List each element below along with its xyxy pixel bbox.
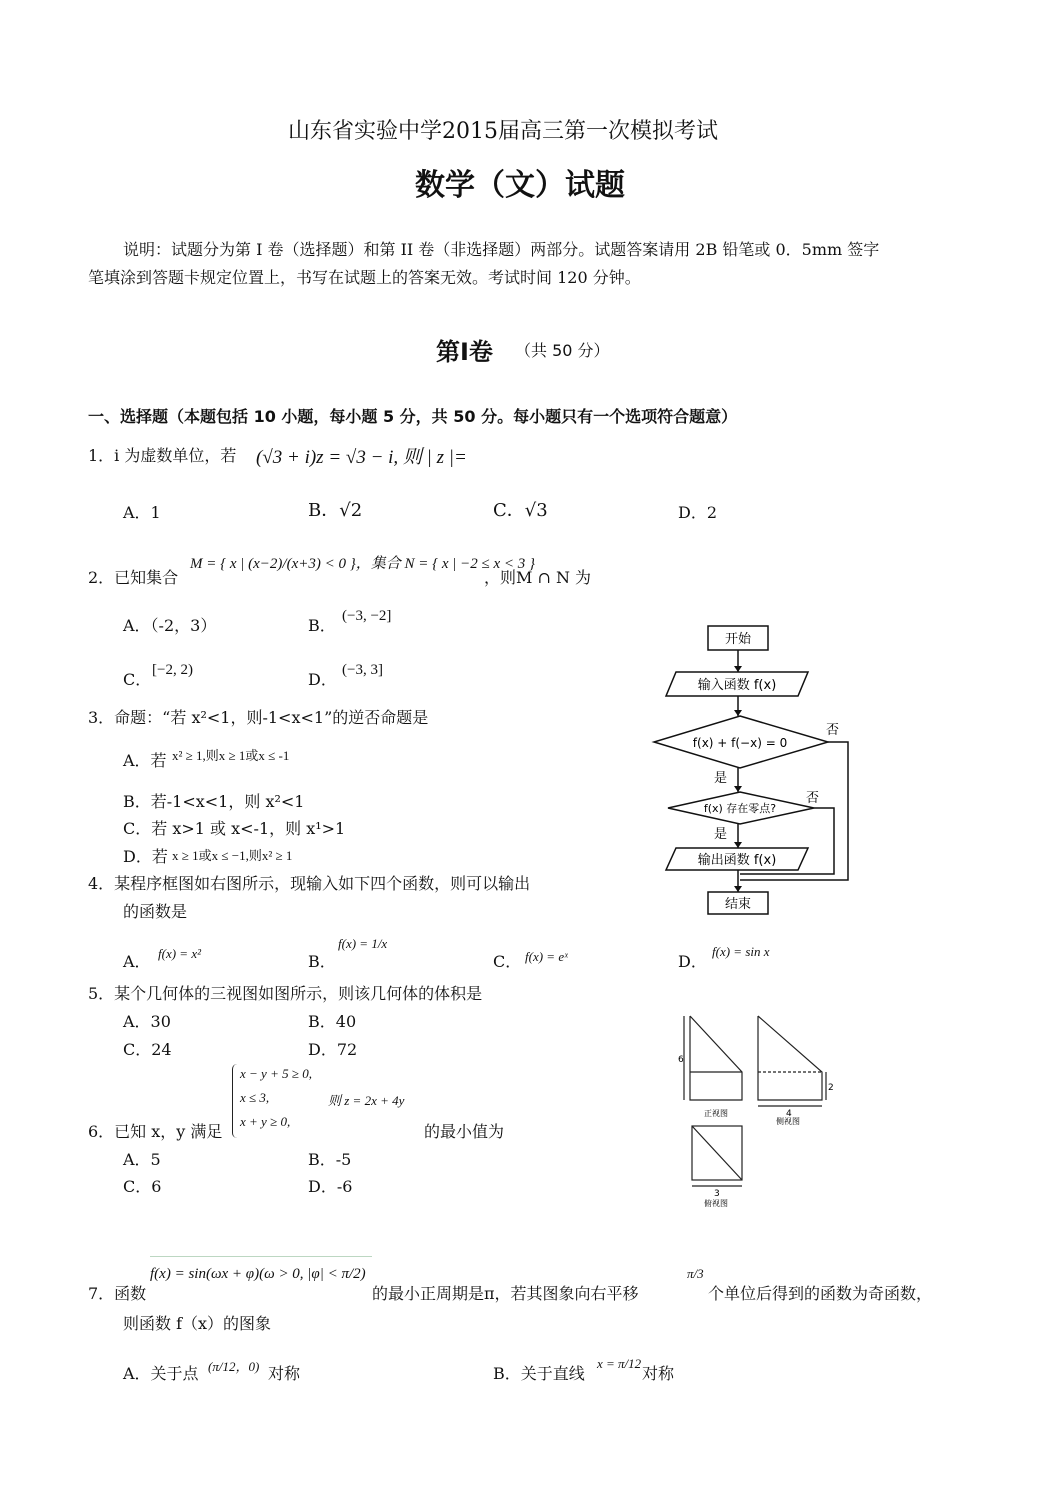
q3-option-d: D．若 — [123, 847, 168, 866]
q7-option-b: B．关于直线 — [493, 1364, 585, 1383]
q7-option-a-tail: 对称 — [268, 1364, 301, 1383]
q2-stem: 2．已知集合 — [88, 568, 179, 587]
dim-4: 4 — [786, 1109, 792, 1119]
q6-option-d: D．-6 — [308, 1177, 353, 1196]
q1-stem: 1．i 为虚数单位，若 — [88, 446, 237, 465]
q3-stem: 3．命题：“若 x²<1，则-1<x<1”的逆否命题是 — [88, 708, 429, 727]
q2-option-a: A．（-2，3） — [123, 616, 217, 635]
q5-option-b: B．40 — [308, 1012, 357, 1031]
flowchart-cond2-label: f(x) 存在零点? — [703, 802, 777, 815]
q7-option-a: A．关于点 — [123, 1364, 199, 1383]
q2-sets: M = { x | (x−2)/(x+3) < 0 }，集合 N = { x | −2 ≤ x < 3 } — [190, 556, 536, 572]
q5-option-a: A．30 — [123, 1012, 171, 1031]
q6-condition-1: x − y + 5 ≥ 0, — [240, 1066, 312, 1081]
flowchart — [648, 622, 858, 918]
section-score: （共 50 分） — [515, 341, 610, 360]
q1-option-b: B．√2 — [308, 500, 363, 521]
q2-option-b-value: (−3, −2] — [342, 608, 392, 624]
q4-option-a-value: f(x) = x² — [158, 946, 201, 961]
q1-option-d: D．2 — [678, 503, 718, 522]
flowchart-no-2: 否 — [806, 791, 820, 806]
q3-option-c: C．若 x>1 或 x<-1，则 x¹>1 — [123, 819, 346, 838]
q3-option-a: A．若 — [123, 751, 167, 770]
q7-option-b-value: x = π/12 — [597, 1356, 642, 1371]
q1-option-a: A．1 — [123, 503, 161, 522]
q4-option-c-value: f(x) = eˣ — [525, 949, 568, 964]
flowchart-cond1-label: f(x) + f(−x) = 0 — [692, 736, 788, 750]
q4-option-d: D． — [678, 952, 707, 971]
q2-option-d-value: (−3, 3] — [342, 662, 383, 678]
q2-option-b: B． — [308, 616, 336, 635]
flowchart-input-label: 输入函数 f(x) — [697, 678, 777, 693]
q4-stem-line-2: 的函数是 — [123, 902, 188, 921]
q5-option-d: D．72 — [308, 1040, 358, 1059]
q2-option-d: D． — [308, 670, 337, 689]
instructions-line-2: 笔填涂到答题卡规定位置上，书写在试题上的答案无效。考试时间 120 分钟。 — [88, 268, 641, 287]
q7-option-a-value: (π/12，0) — [208, 1359, 260, 1374]
top-view-label: 俯视图 — [704, 1199, 728, 1208]
exam-title: 山东省实验中学2015届高三第一次模拟考试 — [288, 119, 718, 144]
q6-option-a: A．5 — [123, 1150, 161, 1169]
q4-option-b: B． — [308, 952, 336, 971]
q6-condition-2: x ≤ 3, — [240, 1090, 270, 1105]
front-view — [690, 1016, 742, 1100]
q7-line-2: 则函数 f（x）的图象 — [123, 1314, 272, 1333]
q5-stem: 5．某个几何体的三视图如图所示，则该几何体的体积是 — [88, 984, 483, 1003]
instructions-line-1: 说明：试题分为第 I 卷（选择题）和第 II 卷（非选择题）两部分。试题答案请用 2B 铅笔或 0．5mm 签字 — [123, 240, 880, 259]
flowchart-yes-1: 是 — [714, 771, 728, 786]
flowchart-yes-2: 是 — [714, 827, 728, 842]
dim-3: 3 — [714, 1189, 720, 1199]
q6-brace — [232, 1064, 237, 1138]
flowchart-start-label: 开始 — [724, 632, 752, 647]
q6-stem: 6．已知 x，y 满足 — [88, 1122, 223, 1141]
q7-formula: f(x) = sin(ωx + φ)(ω > 0, |φ| < π/2) — [150, 1266, 366, 1282]
q2-option-c-value: [−2, 2) — [152, 662, 193, 678]
flowchart-no-1: 否 — [826, 723, 840, 738]
front-view-label: 正视图 — [704, 1109, 728, 1118]
flowchart-output-label: 输出函数 f(x) — [697, 853, 777, 868]
q4-option-a: A． — [123, 952, 151, 971]
q1-option-c: C．√3 — [493, 500, 548, 521]
three-view-figure — [676, 1010, 836, 1210]
subject-title: 数学（文）试题 — [415, 168, 625, 203]
q6-option-c: C．6 — [123, 1177, 162, 1196]
part-heading: 一、选择题（本题包括 10 小题，每小题 5 分，共 50 分。每小题只有一个选项符合题意） — [88, 407, 738, 426]
q4-option-c: C． — [493, 952, 522, 971]
q4-stem-line-1: 4．某程序框图如右图所示，现输入如下四个函数，则可以输出 — [88, 874, 531, 893]
side-view — [758, 1016, 822, 1100]
side-view-label: 侧视图 — [776, 1117, 800, 1126]
dim-6: 6 — [678, 1055, 684, 1065]
q7-middle: 的最小正周期是π，若其图象向右平移 — [372, 1284, 639, 1303]
q2-option-c: C． — [123, 670, 152, 689]
q1-formula: (√3 + i)z = √3 − i, 则 | z |= — [256, 447, 467, 468]
q5-option-c: C．24 — [123, 1040, 172, 1059]
q3-option-a-value: x² ≥ 1,则x ≥ 1或x ≤ -1 — [172, 748, 290, 763]
q4-option-b-value: f(x) = 1/x — [338, 936, 388, 951]
q6-tail: 的最小值为 — [424, 1122, 505, 1141]
q6-option-b: B．-5 — [308, 1150, 352, 1169]
q7-shift: π/3 — [687, 1266, 704, 1281]
dim-2: 2 — [828, 1083, 834, 1093]
q7-tail: 个单位后得到的函数为奇函数， — [708, 1284, 933, 1303]
q3-option-d-value: x ≥ 1或x ≤ −1,则x² ≥ 1 — [172, 848, 293, 863]
q7-option-b-tail: 对称 — [642, 1364, 675, 1383]
q7-formula-rule — [150, 1256, 372, 1257]
q2-tail: ，则M ∩ N 为 — [484, 568, 592, 587]
flowchart-end-label: 结束 — [724, 897, 752, 912]
q7-stem: 7．函数 — [88, 1284, 147, 1303]
q6-condition-3: x + y ≥ 0, — [240, 1114, 291, 1129]
q6-objective: 则 z = 2x + 4y — [328, 1093, 405, 1108]
section-title: 第Ⅰ卷 — [436, 338, 493, 366]
q4-option-d-value: f(x) = sin x — [712, 944, 770, 959]
q3-option-b: B．若-1<x<1，则 x²<1 — [123, 792, 305, 811]
